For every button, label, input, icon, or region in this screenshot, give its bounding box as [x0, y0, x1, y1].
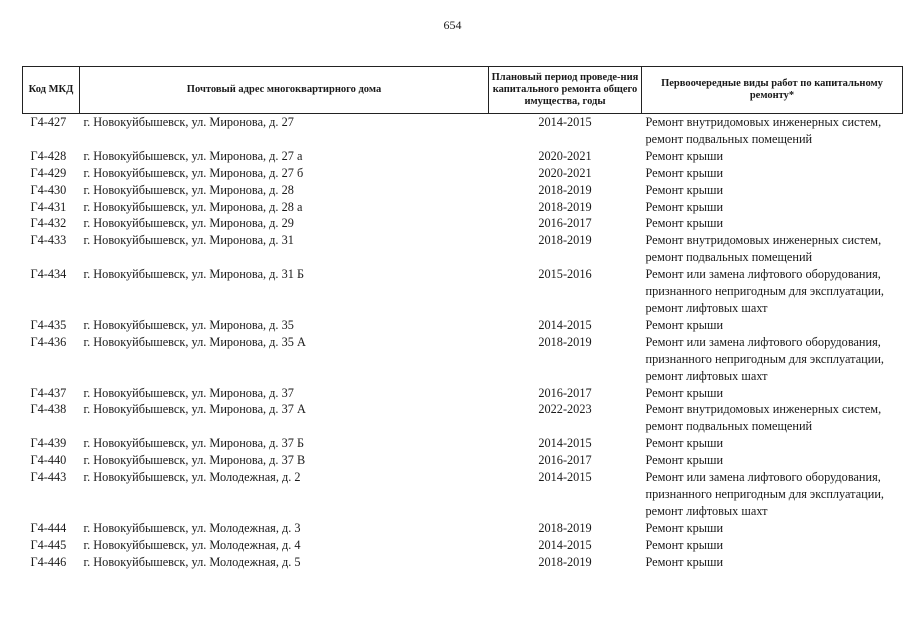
table-row — [23, 469, 903, 520]
cell-works — [642, 215, 903, 232]
cell-code: Г4-439 — [30, 436, 67, 451]
table-row — [23, 215, 903, 232]
cell-works — [642, 114, 903, 148]
cell-address: г. Новокуйбышевск, ул. Молодежная, д. 4 — [83, 537, 301, 552]
cell-works — [642, 199, 903, 216]
cell-code: Г4-431 — [30, 199, 67, 214]
capital-repair-table — [22, 66, 903, 570]
cell-address: г. Новокуйбышевск, ул. Миронова, д. 27 — [83, 115, 294, 129]
work-line: Ремонт или замена лифтового оборудования, — [645, 470, 881, 485]
table-row — [23, 114, 903, 148]
work-line: Ремонт крыши — [645, 520, 724, 535]
cell-code: Г4-427 — [30, 115, 67, 129]
work-line: ремонт подвальных помещений — [645, 250, 813, 265]
work-line: ремонт лифтовых шахт — [645, 503, 768, 518]
table-row — [23, 520, 903, 537]
cell-works — [642, 452, 903, 469]
cell-period: 2018-2019 — [538, 199, 592, 214]
cell-period: 2016-2017 — [538, 385, 592, 400]
header-works: Первоочередные виды работ по капитальному ремонту* — [642, 67, 903, 114]
work-line: Ремонт крыши — [645, 537, 724, 552]
work-line: Ремонт крыши — [645, 317, 724, 332]
cell-period: 2014-2015 — [538, 317, 592, 332]
cell-address: г. Новокуйбышевск, ул. Миронова, д. 37 — [83, 385, 294, 400]
work-line: ремонт подвальных помещений — [645, 131, 813, 146]
cell-period: 2018-2019 — [538, 334, 592, 349]
cell-address: г. Новокуйбышевск, ул. Миронова, д. 29 — [83, 216, 294, 231]
cell-address: г. Новокуйбышевск, ул. Миронова, д. 28 а — [83, 199, 303, 214]
cell-period: 2016-2017 — [538, 453, 592, 468]
cell-code: Г4-428 — [30, 148, 67, 163]
cell-period: 2020-2021 — [538, 165, 592, 180]
cell-works — [642, 317, 903, 334]
work-line: Ремонт крыши — [645, 453, 724, 468]
work-line: Ремонт крыши — [645, 148, 724, 163]
table-body — [23, 114, 903, 571]
cell-period: 2014-2015 — [538, 436, 592, 451]
table-row — [23, 452, 903, 469]
cell-address: г. Новокуйбышевск, ул. Молодежная, д. 2 — [83, 470, 301, 485]
work-line: ремонт лифтовых шахт — [645, 300, 768, 315]
cell-works — [642, 385, 903, 402]
cell-address: г. Новокуйбышевск, ул. Миронова, д. 31 — [83, 233, 294, 248]
cell-works — [642, 401, 903, 435]
table-row — [23, 148, 903, 165]
table-row — [23, 199, 903, 216]
work-line: ремонт лифтовых шахт — [645, 368, 768, 383]
cell-address: г. Новокуйбышевск, ул. Миронова, д. 37 В — [83, 453, 306, 468]
work-line: Ремонт крыши — [645, 182, 724, 197]
cell-code: Г4-437 — [30, 385, 67, 400]
work-line: Ремонт или замена лифтового оборудования, — [645, 334, 881, 349]
cell-works — [642, 182, 903, 199]
table-row — [23, 435, 903, 452]
work-line: Ремонт крыши — [645, 165, 724, 180]
cell-code: Г4-438 — [30, 402, 67, 417]
cell-code: Г4-444 — [30, 520, 67, 535]
table-row — [23, 165, 903, 182]
cell-code: Г4-445 — [30, 537, 67, 552]
cell-address: г. Новокуйбышевск, ул. Миронова, д. 27 б — [83, 165, 304, 180]
page-number: 654 — [443, 18, 462, 32]
cell-code: Г4-436 — [30, 334, 67, 349]
cell-period: 2020-2021 — [538, 148, 592, 163]
cell-address: г. Новокуйбышевск, ул. Миронова, д. 35 А — [83, 334, 306, 349]
cell-address: г. Новокуйбышевск, ул. Миронова, д. 37 А — [83, 402, 306, 417]
work-line: ремонт подвальных помещений — [645, 419, 813, 434]
cell-period: 2018-2019 — [538, 554, 592, 569]
cell-code: Г4-434 — [30, 267, 67, 282]
cell-address: г. Новокуйбышевск, ул. Миронова, д. 37 Б — [83, 436, 305, 451]
cell-address: г. Новокуйбышевск, ул. Молодежная, д. 3 — [83, 520, 301, 535]
table-header-row — [23, 67, 903, 114]
work-line: Ремонт крыши — [645, 385, 724, 400]
cell-code: Г4-429 — [30, 165, 67, 180]
work-line: Ремонт или замена лифтового оборудования, — [645, 267, 881, 282]
cell-period: 2018-2019 — [538, 233, 592, 248]
table-row — [23, 232, 903, 266]
cell-period: 2015-2016 — [538, 267, 592, 282]
work-line: признанного непригодным для эксплуатации, — [645, 351, 884, 366]
table-row — [23, 554, 903, 571]
header-code: Код МКД — [23, 67, 80, 114]
cell-works — [642, 232, 903, 266]
table-row — [23, 537, 903, 554]
cell-period: 2014-2015 — [538, 470, 592, 485]
table-row — [23, 182, 903, 199]
cell-works — [642, 435, 903, 452]
cell-works — [642, 148, 903, 165]
cell-works — [642, 266, 903, 317]
table-row — [23, 266, 903, 317]
cell-address: г. Новокуйбышевск, ул. Миронова, д. 35 — [83, 317, 294, 332]
cell-code: Г4-435 — [30, 317, 67, 332]
cell-works — [642, 554, 903, 571]
cell-address: г. Новокуйбышевск, ул. Миронова, д. 28 — [83, 182, 294, 197]
work-line: Ремонт внутридомовых инженерных систем, — [645, 115, 882, 129]
work-line: Ремонт крыши — [645, 216, 724, 231]
table-row — [23, 401, 903, 435]
cell-period: 2014-2015 — [538, 115, 592, 129]
cell-address: г. Новокуйбышевск, ул. Миронова, д. 27 а — [83, 148, 303, 163]
cell-code: Г4-446 — [30, 554, 67, 569]
cell-code: Г4-440 — [30, 453, 67, 468]
cell-code: Г4-430 — [30, 182, 67, 197]
header-period: Плановый период проведе-ния капитального ремонта общего имущества, годы — [489, 67, 642, 114]
table-row — [23, 334, 903, 385]
cell-code: Г4-433 — [30, 233, 67, 248]
work-line: Ремонт крыши — [645, 554, 724, 569]
cell-period: 2018-2019 — [538, 520, 592, 535]
work-line: Ремонт внутридомовых инженерных систем, — [645, 233, 882, 248]
work-line: Ремонт внутридомовых инженерных систем, — [645, 402, 882, 417]
cell-works — [642, 520, 903, 537]
table-row — [23, 385, 903, 402]
cell-period: 2022-2023 — [538, 402, 592, 417]
cell-code: Г4-432 — [30, 216, 67, 231]
work-line: Ремонт крыши — [645, 199, 724, 214]
cell-address: г. Новокуйбышевск, ул. Миронова, д. 31 Б — [83, 267, 305, 282]
work-line: признанного непригодным для эксплуатации, — [645, 486, 884, 501]
cell-works — [642, 165, 903, 182]
cell-works — [642, 469, 903, 520]
cell-address: г. Новокуйбышевск, ул. Молодежная, д. 5 — [83, 554, 301, 569]
cell-period: 2014-2015 — [538, 537, 592, 552]
table-row — [23, 317, 903, 334]
header-address: Почтовый адрес многоквартирного дома — [80, 67, 489, 114]
cell-period: 2016-2017 — [538, 216, 592, 231]
cell-period: 2018-2019 — [538, 182, 592, 197]
cell-code: Г4-443 — [30, 470, 67, 485]
work-line: Ремонт крыши — [645, 436, 724, 451]
work-line: признанного непригодным для эксплуатации, — [645, 284, 884, 299]
cell-works — [642, 537, 903, 554]
cell-works — [642, 334, 903, 385]
